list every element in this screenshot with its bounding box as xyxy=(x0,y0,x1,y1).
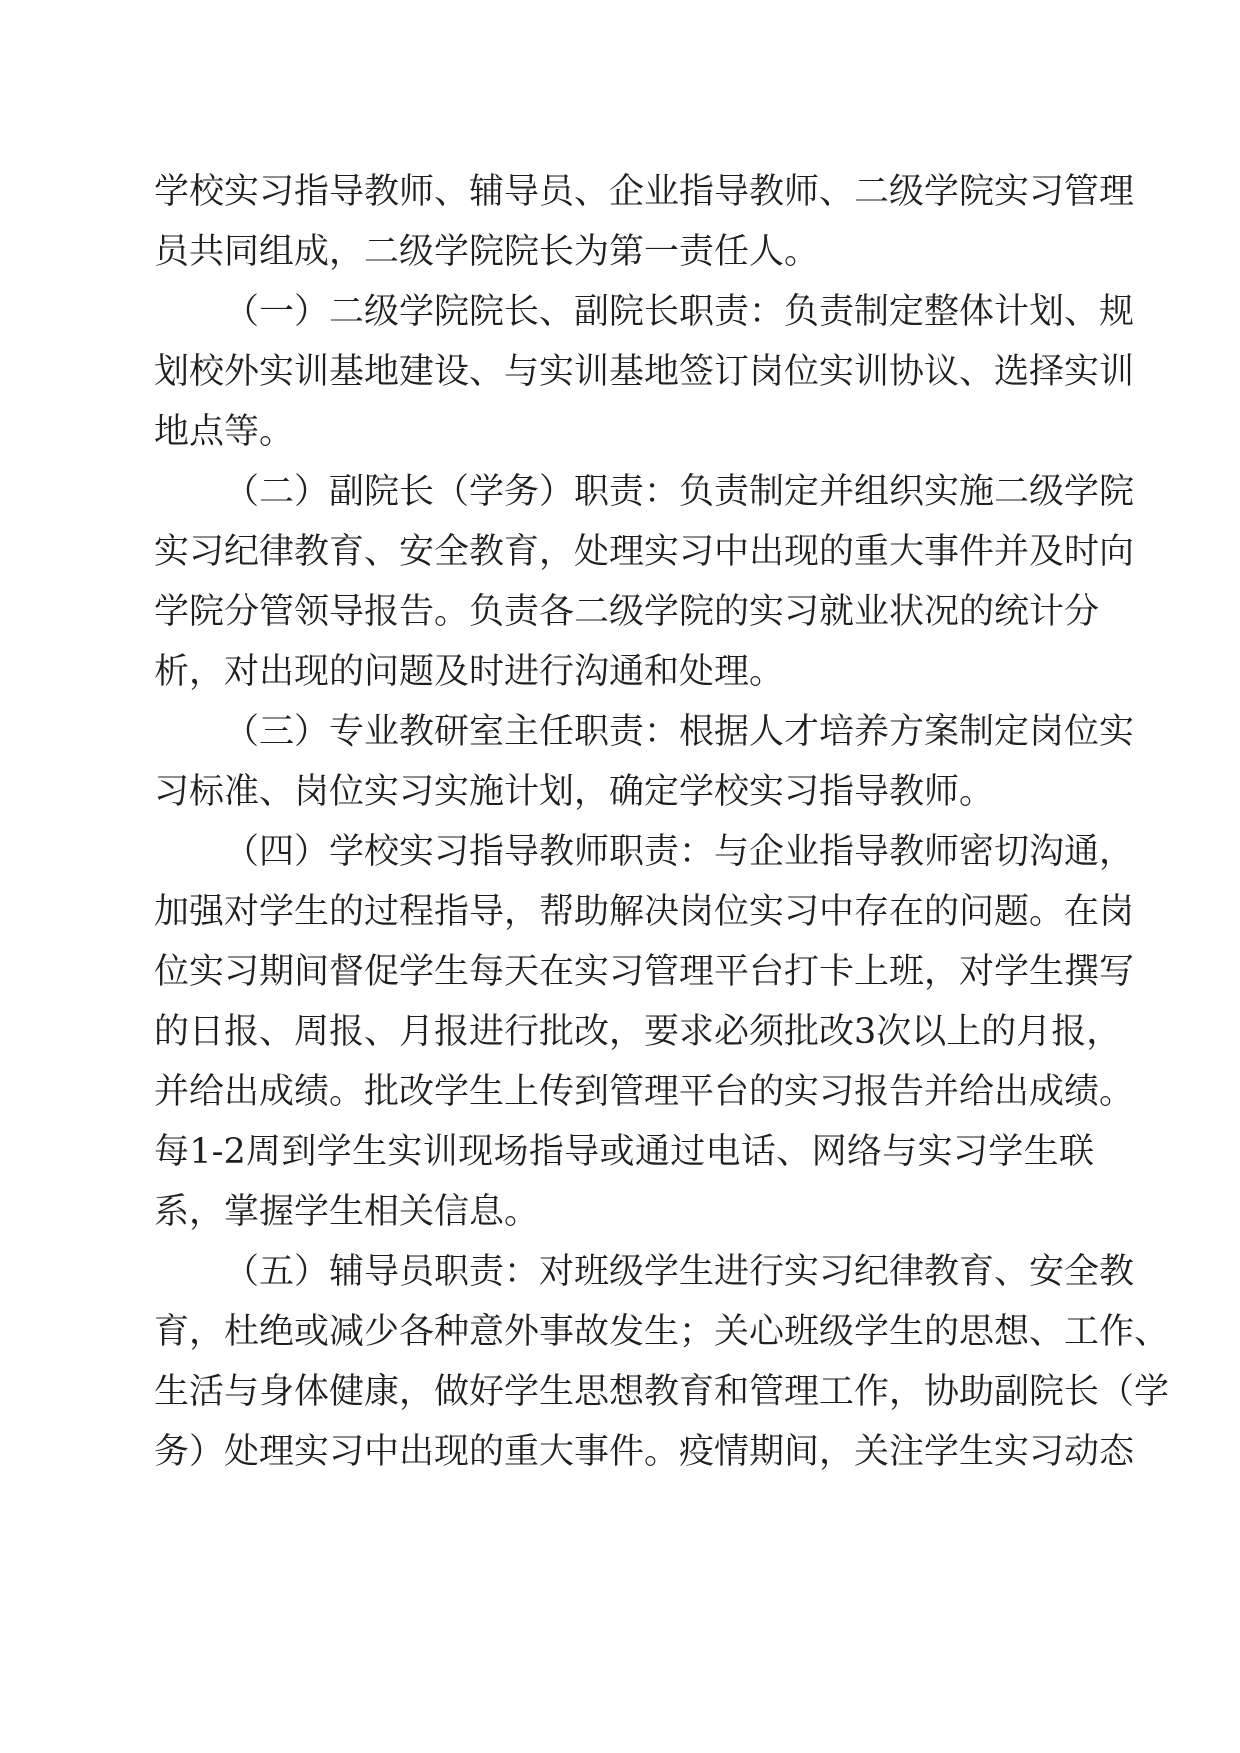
text-line: 育，杜绝或减少各种意外事故发生；关心班级学生的思想、工作、 xyxy=(154,1312,1170,1352)
text-line: 析，对出现的问题及时进行沟通和处理。 xyxy=(154,652,785,692)
text-line: 员共同组成，二级学院院长为第一责任人。 xyxy=(154,232,820,272)
text-line: （五）辅导员职责：对班级学生进行实习纪律教育、安全教 xyxy=(224,1252,1135,1292)
text-line: 学院分管领导报告。负责各二级学院的实习就业状况的统计分 xyxy=(154,592,1100,632)
text-line: （三）专业教研室主任职责：根据人才培养方案制定岗位实 xyxy=(224,712,1135,752)
text-line: （一）二级学院院长、副院长职责：负责制定整体计划、规 xyxy=(224,292,1135,332)
text-line: 地点等。 xyxy=(154,412,295,452)
text-line: （二）副院长（学务）职责：负责制定并组织实施二级学院 xyxy=(224,472,1135,512)
text-line: 加强对学生的过程指导，帮助解决岗位实习中存在的问题。在岗 xyxy=(154,892,1135,932)
text-line: 务）处理实习中出现的重大事件。疫情期间，关注学生实习动态 xyxy=(154,1432,1135,1472)
text-line: 习标准、岗位实习实施计划，确定学校实习指导教师。 xyxy=(154,772,995,812)
text-line: 并给出成绩。批改学生上传到管理平台的实习报告并给出成绩。 xyxy=(154,1072,1135,1112)
text-line: 每1-2周到学生实训现场指导或通过电话、网络与实习学生联 xyxy=(154,1132,1094,1172)
text-line: 的日报、周报、月报进行批改，要求必须批改3次以上的月报， xyxy=(154,1012,1122,1052)
text-line: 位实习期间督促学生每天在实习管理平台打卡上班，对学生撰写 xyxy=(154,952,1135,992)
text-line: 系，掌握学生相关信息。 xyxy=(154,1192,540,1232)
text-line: （四）学校实习指导教师职责：与企业指导教师密切沟通， xyxy=(224,832,1135,872)
text-line: 学校实习指导教师、辅导员、企业指导教师、二级学院实习管理 xyxy=(154,172,1135,212)
text-line: 实习纪律教育、安全教育，处理实习中出现的重大事件并及时向 xyxy=(154,532,1135,572)
document-body xyxy=(154,162,1170,1482)
text-line: 生活与身体健康，做好学生思想教育和管理工作，协助副院长（学 xyxy=(154,1372,1170,1412)
text-line: 划校外实训基地建设、与实训基地签订岗位实训协议、选择实训 xyxy=(154,352,1135,392)
